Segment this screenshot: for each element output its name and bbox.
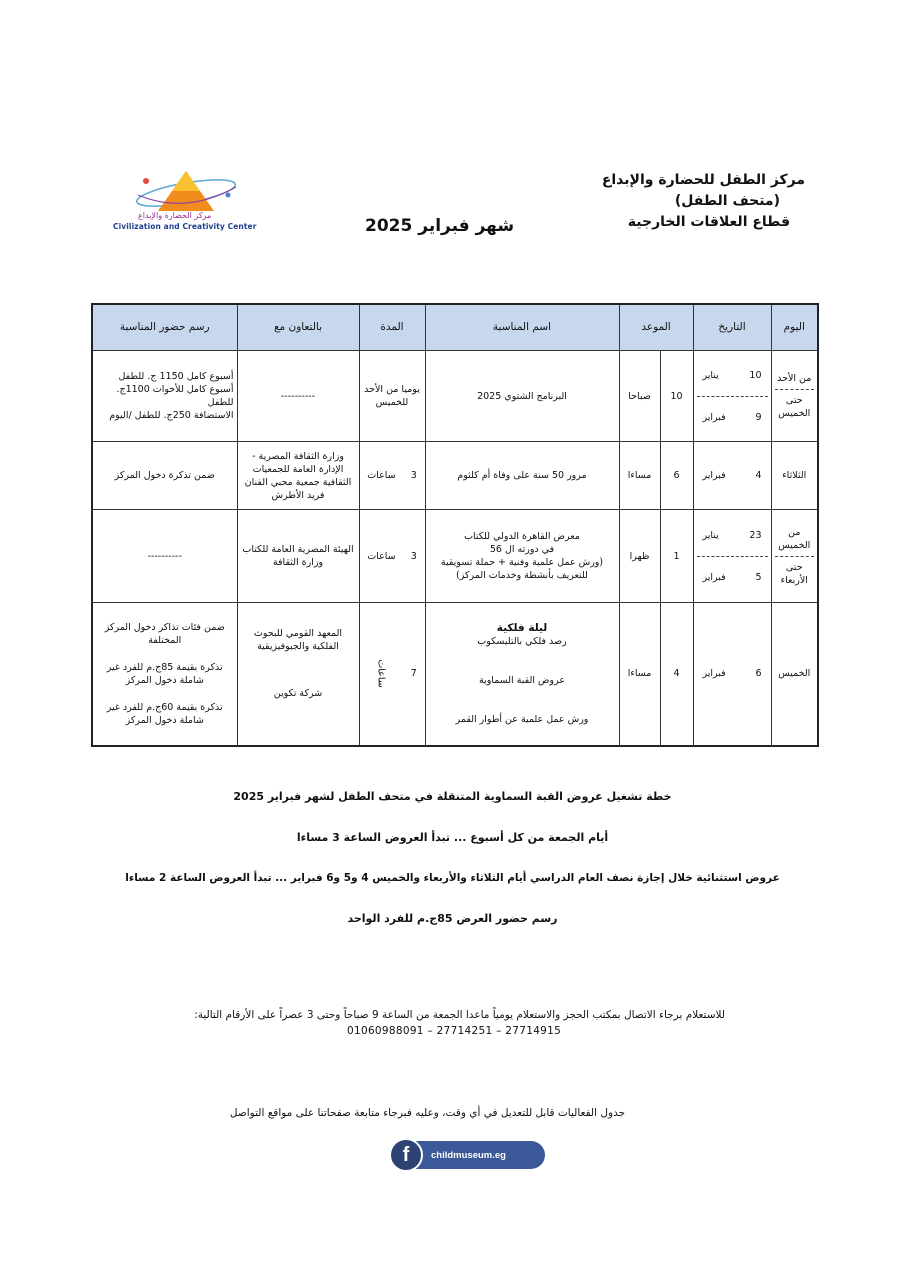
event-activity: رصد فلكي بالتليسكوب [477,635,567,647]
fee-cell [92,351,237,442]
logo-arabic-text: مركز الحضارة والإبداع [138,211,212,220]
pyramid-logo-icon [108,165,258,245]
fee-line: الاستضافة 250ج. للطفل /اليوم [109,410,234,421]
day-cell [771,510,818,603]
time-period: مساءا [619,603,660,746]
contact-info: للاستعلام برجاء الاتصال بمكتب الحجز والاستعلام يومياً ماعدا الجمعة من الساعة 9 صباحاً وحتى 3 عصراً على الأرقام التالية: [194,1009,725,1021]
date-to-num: 5 [755,571,762,583]
duration-num: 7 [410,668,417,680]
org-name: مركز الطفل للحضارة والإبداع [601,172,805,188]
schedule-disclaimer: جدول الفعاليات قابل للتعديل في أي وقت، وعليه فبرجاء متابعة صفحاتنا على مواقع التواصل [229,1107,626,1119]
table-row [92,510,818,603]
fee-cell: ---------- [92,510,237,603]
duration [359,510,425,603]
day-from: من الخميس [778,526,811,551]
date-num: 6 [755,668,762,680]
center-logo [108,165,258,245]
duration-num: 3 [410,470,417,481]
event-cell [425,510,619,603]
duration [359,442,425,510]
table-row [92,603,818,746]
header-time: الموعد [619,304,693,351]
facebook-icon: f [389,1138,423,1172]
header-duration: المدة [359,304,425,351]
date-month: فبراير [702,668,726,680]
event-detail: (ورش عمل علمية وفنية + حملة تسويقية للتعريف بأنشطة وخدمات المركز) [440,557,604,581]
partner-cell [237,603,359,746]
time-number: 6 [660,442,693,510]
fee-line: ضمن فئات تذاكر دخول المركز المختلفة [104,621,225,646]
header-partner: بالتعاون مع [237,304,359,351]
partner: شركة تكوين [273,688,323,700]
partner: وزارة الثقافة المصرية - الإدارة العامة للجمعيات الثقافية جمعية محبي الفنان فريد الأطرش [237,442,359,510]
day-from: من الأحد [777,373,812,384]
time-period: ظهرا [619,510,660,603]
day-cell: الثلاثاء [771,442,818,510]
fee-cell [92,603,237,746]
events-table [91,303,819,747]
time-number: 10 [660,351,693,442]
org-subtitle: (متحف الطفل) [674,193,780,209]
header-date: التاريخ [693,304,771,351]
duration-unit: ساعات [367,550,396,562]
time-period: صباحا [619,351,660,442]
planetarium-fee: رسم حضور العرض 85ج.م للفرد الواحد [347,912,558,925]
event-detail: في دورته ال 56 [489,544,555,555]
page-title: شهر فبراير 2025 [365,216,515,236]
table-row [92,442,818,510]
date-to-month: فبراير [702,571,726,583]
planetarium-section [60,790,845,925]
facebook-link[interactable] [390,1141,545,1169]
date-from-num: 10 [749,369,762,381]
event-cell [425,603,619,746]
planetarium-extra-shows: عروض استثنائية خلال إجازة نصف العام الدراسي أيام الثلاثاء والأربعاء والخميس 4 و5 و6 فبراير ... تبدأ العروض الساعة 2 مساءا [125,872,780,884]
date-month: فبراير [702,470,726,481]
phone-numbers: 01060988091 – 27714251 – 27714915 [347,1025,562,1037]
event-name: البرنامج الشتوي 2025 [425,351,619,442]
event-activity: ورش عمل علمية عن أطوار القمر [455,713,589,725]
fee-line: أسبوع كامل للأخوات 1100ج. للطفل [116,384,234,408]
date-cell [693,603,771,746]
duration [359,603,425,746]
duration-unit: ساعات [375,659,387,688]
time-period: مساءا [619,442,660,510]
duration-unit: ساعات [367,470,396,481]
date-num: 4 [755,470,762,481]
table-row [92,351,818,442]
event-name: مرور 50 سنة على وفاة أم كلثوم [425,442,619,510]
org-department: قطاع العلاقات الخارجية [627,214,790,230]
fee-line: تذكرة بقيمة 85ج.م للفرد غير شاملة دخول المركز [106,661,223,686]
duration-num: 3 [410,550,417,562]
date-to-num: 9 [755,411,762,423]
duration: يوميا من الأحد للخميس [359,351,425,442]
event-title: ليلة فلكية [496,621,548,634]
date-to-month: فبراير [702,411,726,423]
date-cell [693,510,771,603]
fee-line: تذكرة بقيمة 60ج.م للفرد غير شاملة دخول المركز [106,701,223,726]
partner: الهيئة المصرية العامة للكتاب وزارة الثقافة [237,510,359,603]
facebook-handle: childmuseum.eg [431,1149,506,1161]
fee-cell: ضمن تذكرة دخول المركز [92,442,237,510]
organization-header [505,170,805,233]
date-cell [693,442,771,510]
date-from-month: يناير [702,529,719,541]
day-cell [771,351,818,442]
date-from-num: 23 [749,529,762,541]
event-name: معرض القاهرة الدولي للكتاب [464,531,580,542]
header-day: اليوم [771,304,818,351]
time-number: 4 [660,603,693,746]
partner: المعهد القومي للبحوث الفلكية والجيوفيزيقية [253,628,343,653]
day-to: حتى الخميس [778,395,811,419]
partner: ---------- [237,351,359,442]
date-cell [693,351,771,442]
time-number: 1 [660,510,693,603]
fee-line: أسبوع كامل 1150 ج. للطفل [118,371,234,382]
table-header-row [92,304,818,351]
header-event: اسم المناسبة [425,304,619,351]
day-to: حتى الأربعاء [780,561,808,586]
date-from-month: يناير [702,369,719,381]
header-fee: رسم حضور المناسبة [92,304,237,351]
day-cell: الخميس [771,603,818,746]
planetarium-title: خطة تشغيل عروض القبة السماوية المتنقلة في متحف الطفل لشهر فبراير 2025 [233,790,672,803]
logo-english-text: Civilization and Creativity Center [113,222,257,231]
planetarium-schedule: أيام الجمعة من كل أسبوع ... تبدأ العروض الساعة 3 مساءا [296,831,609,844]
event-activity: عروض القبة السماوية [478,674,566,686]
